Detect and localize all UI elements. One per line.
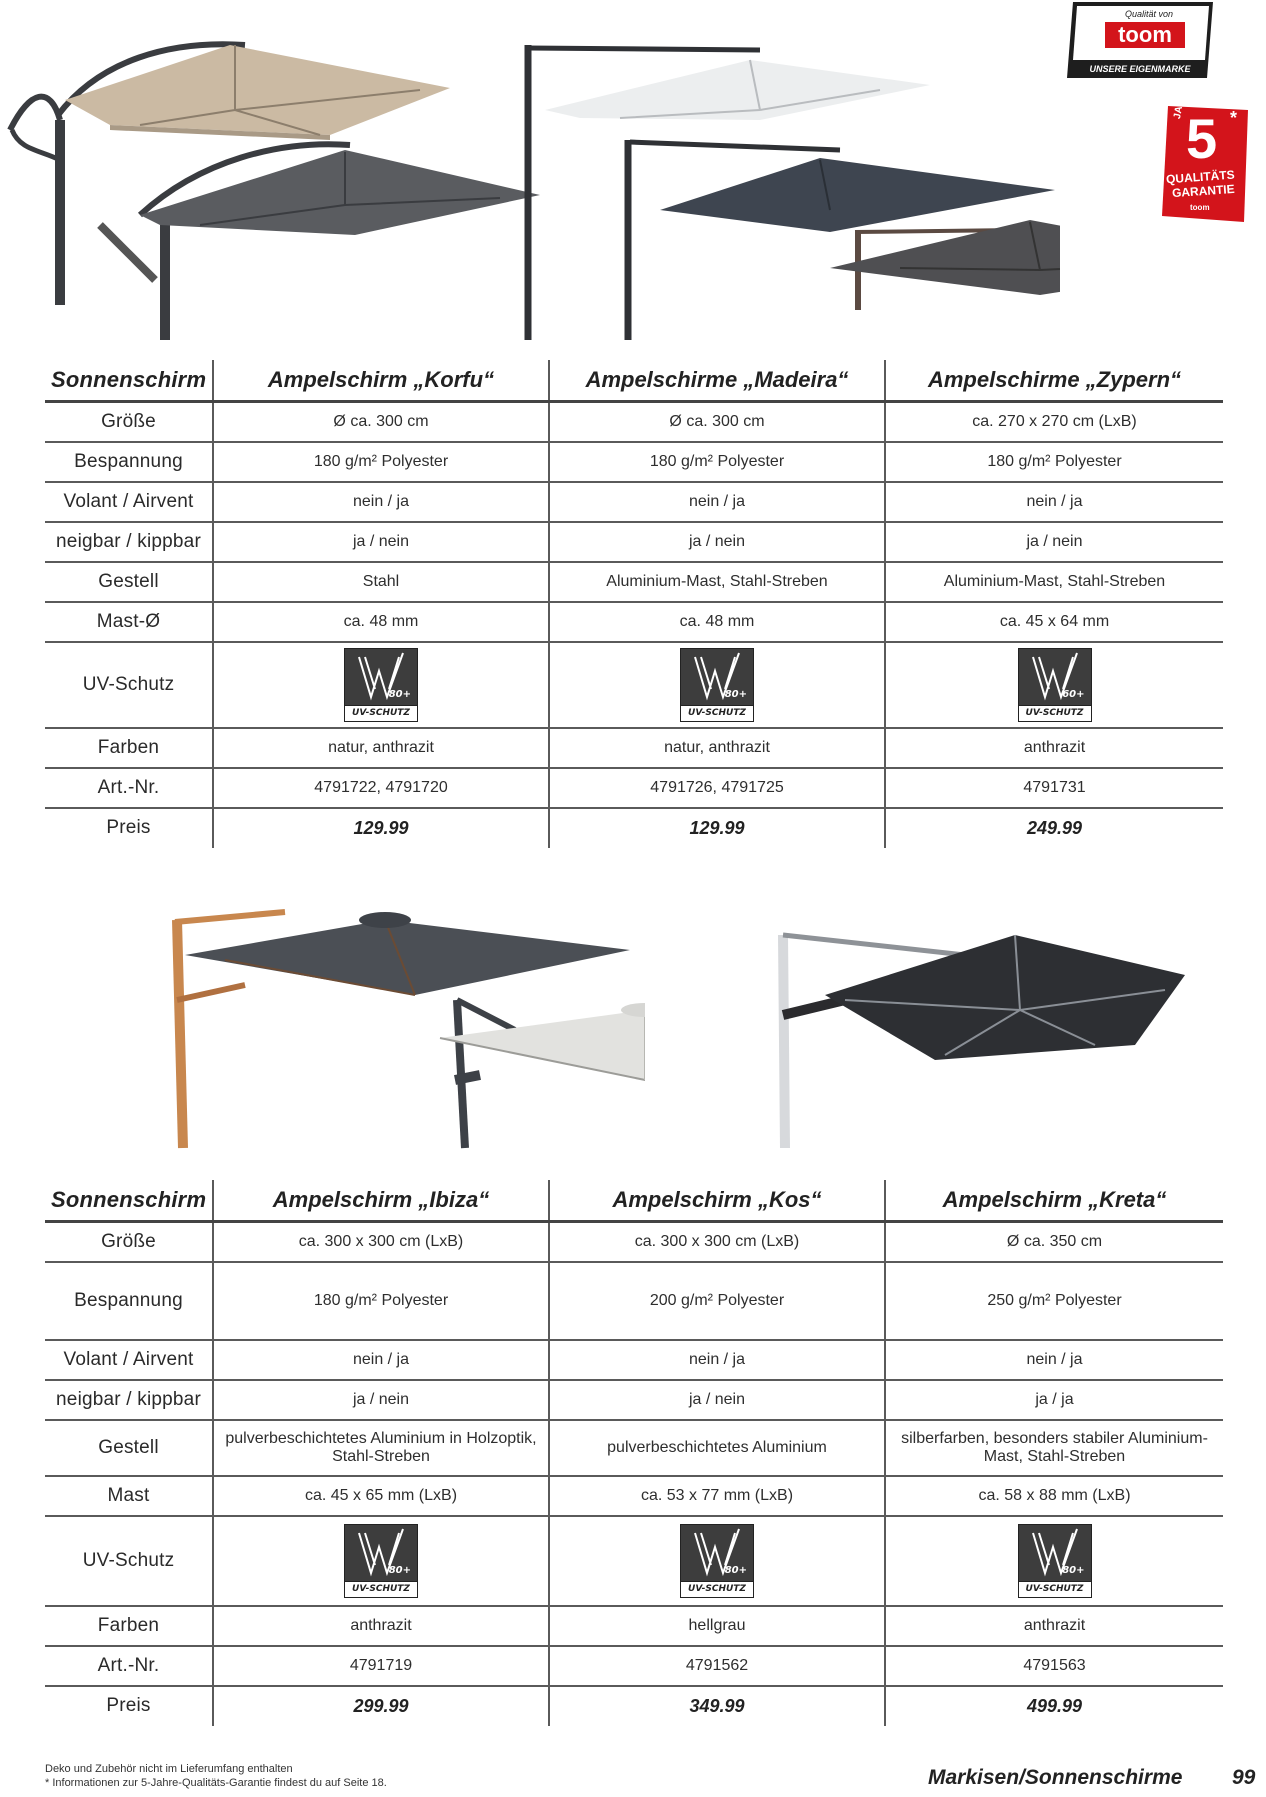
cell-value: ca. 48 mm [549, 602, 885, 642]
cell-value: ja / nein [549, 1380, 885, 1420]
price-korfu: 129.99 [213, 808, 549, 848]
row-label: Größe [45, 402, 213, 442]
table-row [45, 602, 1223, 642]
uv-protection-icon [1018, 648, 1092, 722]
cell-value: nein / ja [885, 482, 1223, 522]
table-row [45, 1606, 1223, 1646]
guarantee-years: JAHRE [1172, 84, 1189, 120]
uv-value: 80+ [388, 688, 411, 700]
row-label: neigbar / kippbar [45, 1380, 213, 1420]
price-ibiza: 299.99 [213, 1686, 549, 1726]
cell-value: ca. 58 x 88 mm (LxB) [885, 1476, 1223, 1516]
cell-value: nein / ja [549, 482, 885, 522]
row-label: neigbar / kippbar [45, 522, 213, 562]
cell-value: nein / ja [213, 482, 549, 522]
cell-value: ca. 48 mm [213, 602, 549, 642]
row-label: Preis [45, 1686, 213, 1726]
cell-value: 4791722, 4791720 [213, 768, 549, 808]
cell-value: 180 g/m² Polyester [885, 442, 1223, 482]
cell-value: 4791563 [885, 1646, 1223, 1686]
table-row-price [45, 808, 1223, 848]
footnote-guarantee: * Informationen zur 5-Jahre-Qualitäts-Garantie findest du auf Seite 18. [45, 1777, 387, 1789]
table-row [45, 442, 1223, 482]
cell-value: Ø ca. 350 cm [885, 1222, 1223, 1262]
table-row [45, 1340, 1223, 1380]
row-label: Größe [45, 1222, 213, 1262]
product-name-madeira: Ampelschirme „Madeira“ [549, 360, 885, 402]
table-header-row [45, 1180, 1223, 1222]
table-header-row [45, 360, 1223, 402]
uv-protection-icon [680, 1524, 754, 1598]
product-name-kos: Ampelschirm „Kos“ [549, 1180, 885, 1222]
cell-value: ja / nein [213, 522, 549, 562]
uv-value: 80+ [724, 1564, 747, 1576]
cell-value: ja / ja [885, 1380, 1223, 1420]
page-number: 99 [1232, 1766, 1256, 1789]
row-label: Art.-Nr. [45, 1646, 213, 1686]
cell-value: natur, anthrazit [213, 728, 549, 768]
uv-protection-icon [1018, 1524, 1092, 1598]
umbrella-kreta-image [645, 880, 1235, 1150]
cell-value: Ø ca. 300 cm [549, 402, 885, 442]
cell-value: Aluminium-Mast, Stahl-Streben [549, 562, 885, 602]
table-row-price [45, 1686, 1223, 1726]
cell-value: 4791726, 4791725 [549, 768, 885, 808]
cell-value: 180 g/m² Polyester [549, 442, 885, 482]
row-label: Preis [45, 808, 213, 848]
row-label: Bespannung [45, 1262, 213, 1340]
cell-value: natur, anthrazit [549, 728, 885, 768]
price-kos: 349.99 [549, 1686, 885, 1726]
table-row-uv [45, 1516, 1223, 1606]
cell-value: ca. 45 x 65 mm (LxB) [213, 1476, 549, 1516]
section-title: Markisen/Sonnenschirme [928, 1766, 1183, 1789]
product-name-kreta: Ampelschirm „Kreta“ [885, 1180, 1223, 1222]
uv-badge-text: UV-SCHUTZ [688, 707, 746, 718]
uv-protection-icon [680, 648, 754, 722]
row-label: Farben [45, 1606, 213, 1646]
table-row [45, 562, 1223, 602]
cell-value: pulverbeschichtetes Aluminium in Holzoptik, Stahl-Streben [213, 1420, 549, 1476]
price-madeira: 129.99 [549, 808, 885, 848]
svg-text:toom: toom [1118, 22, 1172, 47]
spec-table-1 [45, 360, 1223, 848]
guarantee-line1: QUALITÄTS [1165, 167, 1236, 187]
cell-value: Ø ca. 300 cm [213, 402, 549, 442]
footnote-delivery: Deko und Zubehör nicht im Lieferumfang enthalten [45, 1763, 293, 1775]
table-row [45, 768, 1223, 808]
cell-value: 4791731 [885, 768, 1223, 808]
table-row [45, 1476, 1223, 1516]
table-row [45, 728, 1223, 768]
guarantee-asterisk: * [1230, 108, 1238, 128]
table-row [45, 522, 1223, 562]
table-row [45, 1646, 1223, 1686]
table-row-uv [45, 642, 1223, 728]
cell-value: anthrazit [213, 1606, 549, 1646]
guarantee-brand: toom [1190, 203, 1210, 212]
cell-value: 4791562 [549, 1646, 885, 1686]
product-name-zypern: Ampelschirme „Zypern“ [885, 360, 1223, 402]
row-label: Gestell [45, 1420, 213, 1476]
cell-value: anthrazit [885, 728, 1223, 768]
table-row [45, 1222, 1223, 1262]
product-photo-korfu-madeira-zypern [0, 0, 1060, 345]
cell-value: Aluminium-Mast, Stahl-Streben [885, 562, 1223, 602]
toom-brand-logo [1065, 0, 1215, 82]
cell-value: 4791719 [213, 1646, 549, 1686]
header-label: Sonnenschirm [45, 1180, 213, 1222]
uv-badge-text: UV-SCHUTZ [352, 1583, 410, 1594]
cell-value: pulverbeschichtetes Aluminium [549, 1420, 885, 1476]
cell-value: ca. 270 x 270 cm (LxB) [885, 402, 1223, 442]
header-label: Sonnenschirm [45, 360, 213, 402]
table-row [45, 1420, 1223, 1476]
row-label: UV-Schutz [45, 642, 213, 728]
brand-tagline: Qualität von [1125, 9, 1174, 19]
row-label: Art.-Nr. [45, 768, 213, 808]
table-row [45, 1262, 1223, 1340]
price-kreta: 499.99 [1026, 1695, 1083, 1716]
guarantee-line2: GARANTIE [1171, 181, 1236, 201]
guarantee-badge [1160, 84, 1250, 224]
cell-value: Stahl [213, 562, 549, 602]
cell-value: silberfarben, besonders stabiler Aluminium-Mast, Stahl-Streben [885, 1420, 1223, 1476]
table-row [45, 1380, 1223, 1420]
cell-value: ca. 300 x 300 cm (LxB) [549, 1222, 885, 1262]
cell-value: ca. 45 x 64 mm [885, 602, 1223, 642]
product-name-ibiza: Ampelschirm „Ibiza“ [213, 1180, 549, 1222]
uv-value: 80+ [388, 1564, 411, 1576]
cell-value: ca. 300 x 300 cm (LxB) [213, 1222, 549, 1262]
row-label: Gestell [45, 562, 213, 602]
own-brand-label: UNSERE EIGENMARKE [1089, 64, 1191, 74]
uv-protection-icon [344, 1524, 418, 1598]
row-label: Mast [45, 1476, 213, 1516]
uv-value: 80+ [724, 688, 747, 700]
cell-value: nein / ja [213, 1340, 549, 1380]
cell-value: nein / ja [885, 1340, 1223, 1380]
uv-value: 80+ [1062, 1564, 1085, 1576]
umbrella-zypern-image [830, 220, 1060, 310]
row-label: Bespannung [45, 442, 213, 482]
row-label: Farben [45, 728, 213, 768]
row-label: Mast-Ø [45, 602, 213, 642]
uv-badge-text: UV-SCHUTZ [352, 707, 410, 718]
cell-value: 250 g/m² Polyester [885, 1262, 1223, 1340]
cell-value: ja / nein [885, 522, 1223, 562]
row-label: UV-Schutz [45, 1516, 213, 1606]
cell-value: ca. 53 x 77 mm (LxB) [549, 1476, 885, 1516]
spec-table-2 [45, 1180, 1223, 1726]
price-zypern: 249.99 [1026, 817, 1083, 838]
cell-value: hellgrau [549, 1606, 885, 1646]
cell-value: 180 g/m² Polyester [213, 1262, 549, 1340]
uv-badge-text: UV-SCHUTZ [1025, 707, 1084, 718]
cell-value: ja / nein [213, 1380, 549, 1420]
cell-value: ja / nein [549, 522, 885, 562]
table-row [45, 402, 1223, 442]
cell-value: 200 g/m² Polyester [549, 1262, 885, 1340]
product-photo-ibiza-kos-kreta [85, 880, 1235, 1150]
cell-value: 180 g/m² Polyester [213, 442, 549, 482]
row-label: Volant / Airvent [45, 482, 213, 522]
uv-protection-icon [344, 648, 418, 722]
cell-value: anthrazit [885, 1606, 1223, 1646]
umbrella-korfu-anthrazit-image [100, 144, 540, 340]
uv-badge-text: UV-SCHUTZ [1025, 1583, 1084, 1594]
table-row [45, 482, 1223, 522]
uv-value: 60+ [1062, 688, 1085, 700]
product-name-korfu: Ampelschirm „Korfu“ [213, 360, 549, 402]
row-label: Volant / Airvent [45, 1340, 213, 1380]
guarantee-number: 5 [1186, 107, 1218, 170]
uv-badge-text: UV-SCHUTZ [688, 1583, 746, 1594]
cell-value: nein / ja [549, 1340, 885, 1380]
